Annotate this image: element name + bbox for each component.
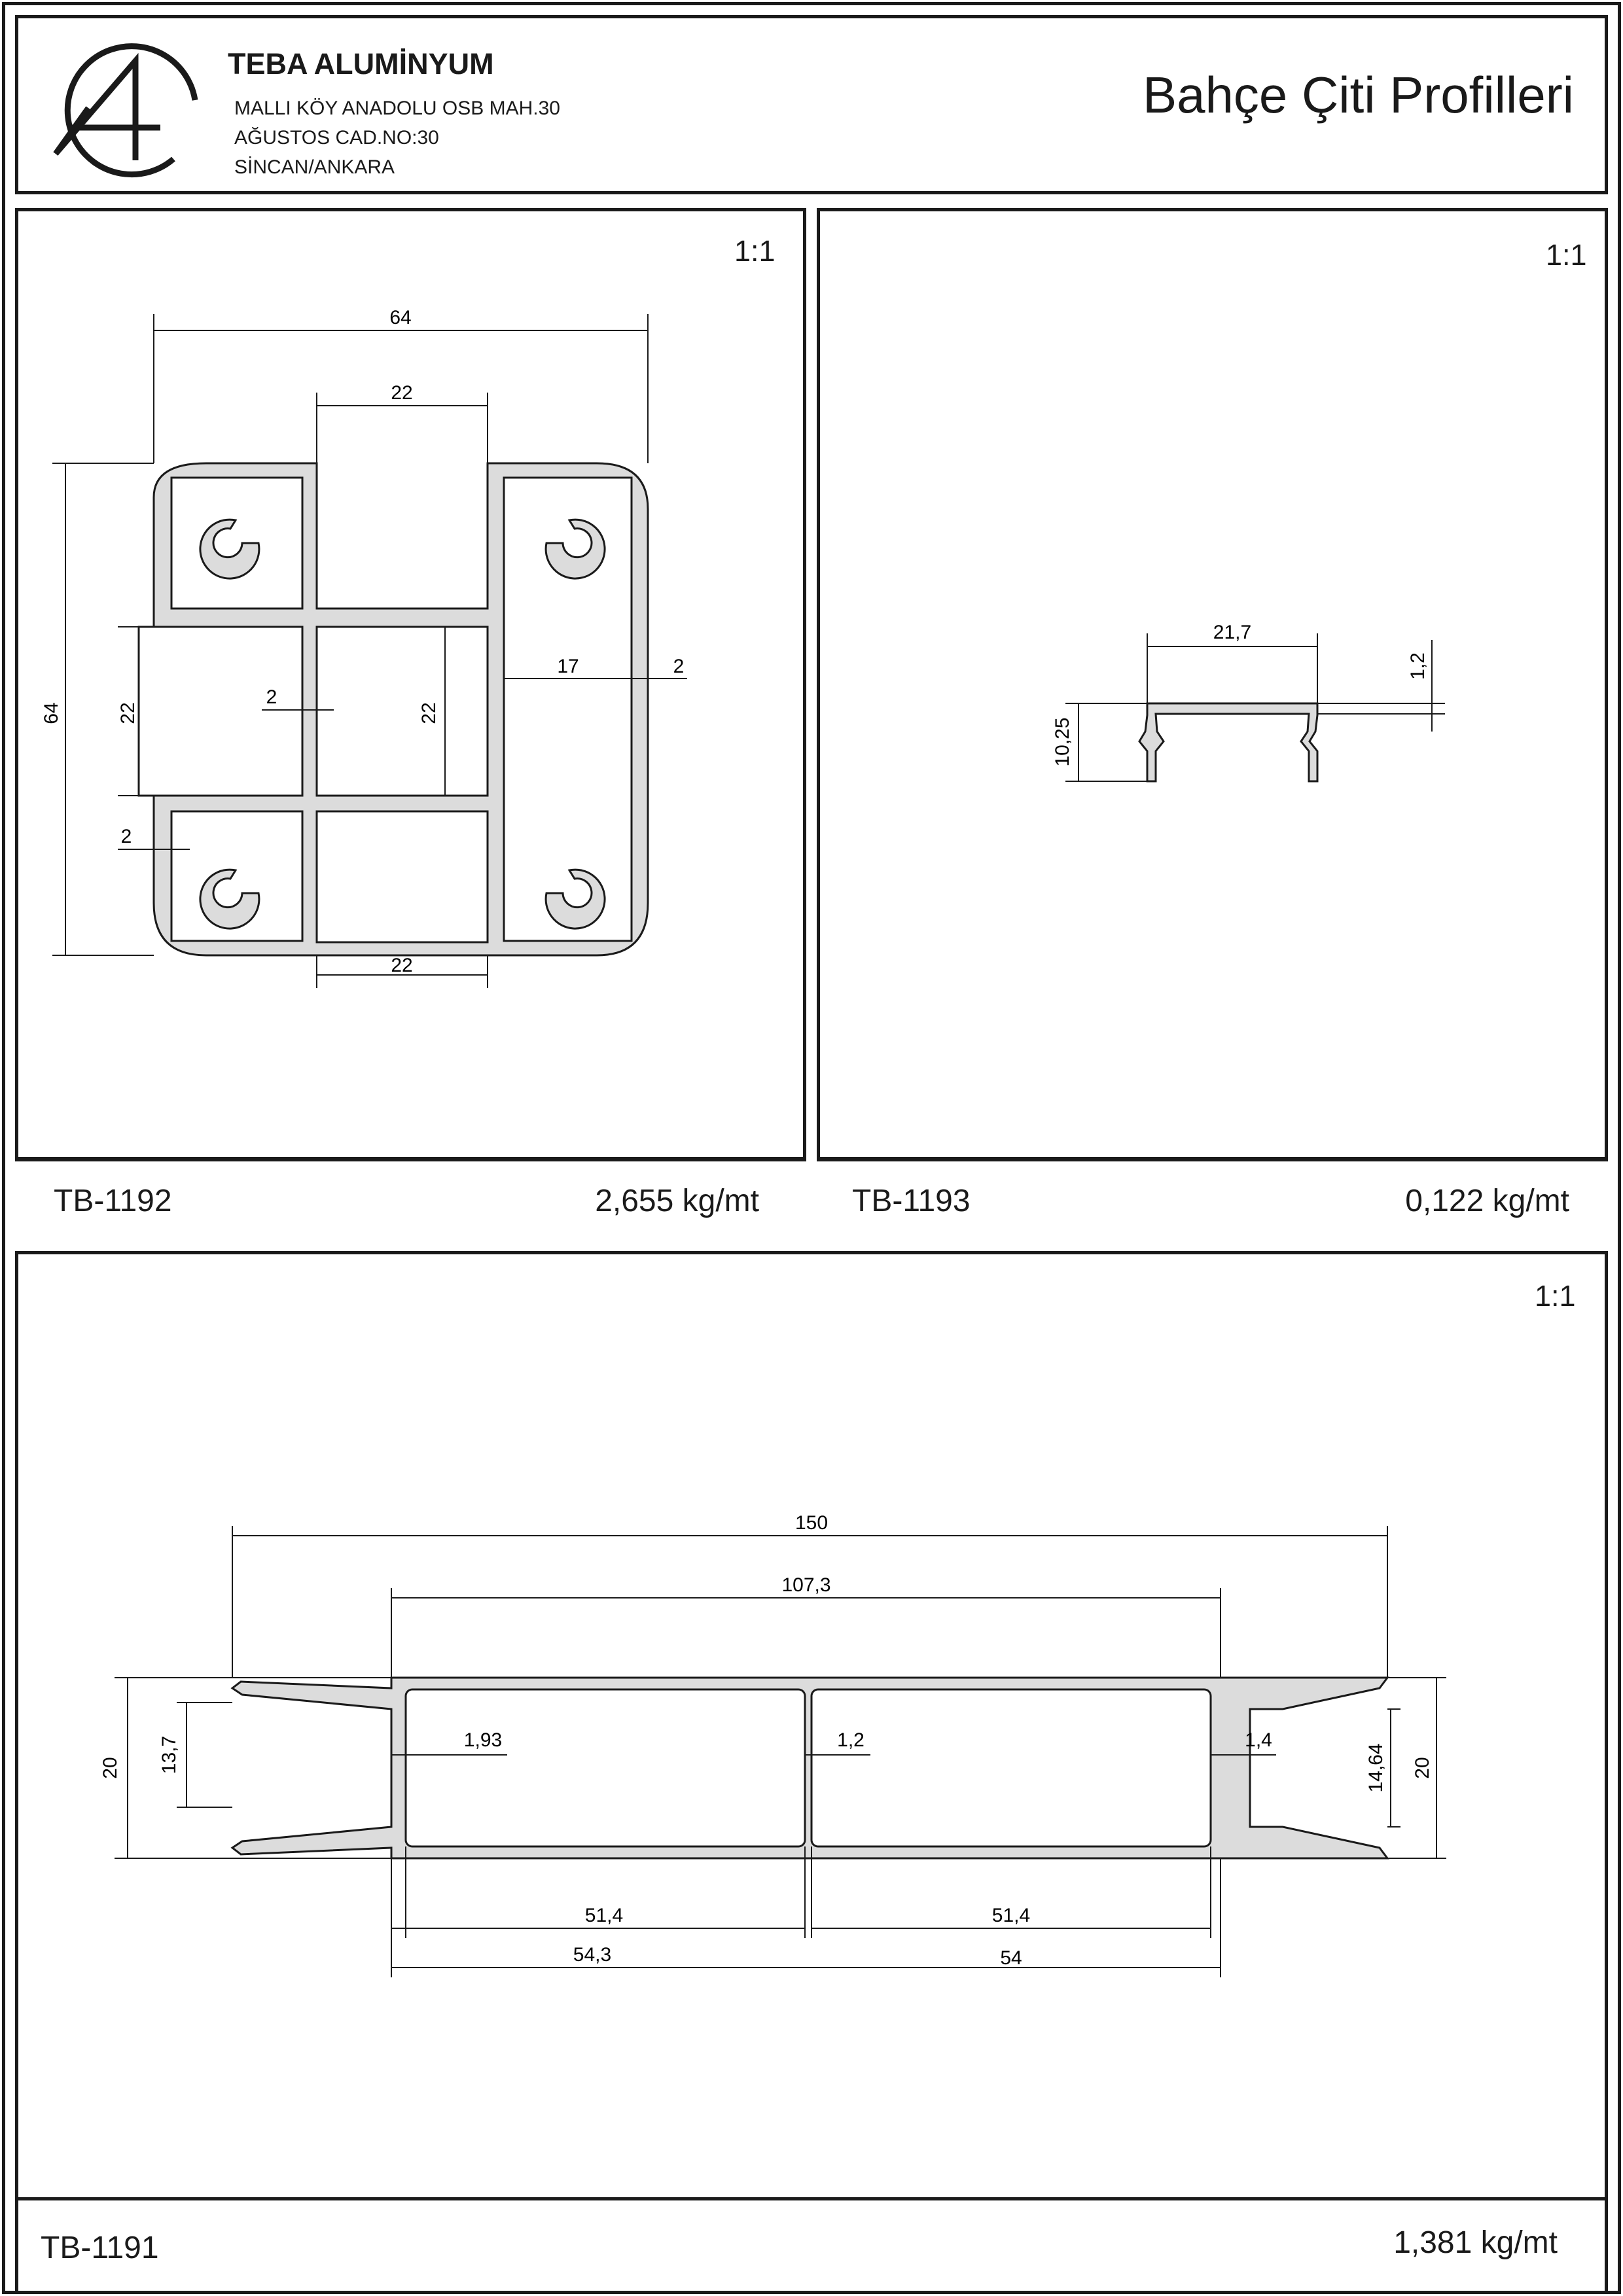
chamber-right [812,1689,1211,1846]
profile-weight: 2,655 kg/mt [595,1184,759,1218]
dim-tb1191-height-left: 20 [99,1757,121,1779]
dim-tb1192-wall-left: 2 [120,826,132,847]
dim-tb1192-channel: 17 [557,656,579,677]
dim-tb1191-outer-left: 54,3 [573,1944,612,1966]
profile-weight: 1,381 kg/mt [1393,2225,1558,2260]
profile-outline [1139,703,1317,781]
tb1193-drawing [817,208,1608,1157]
scale-label: 1:1 [1546,238,1587,272]
dim-tb1191-inner-left: 51,4 [584,1905,624,1926]
address-line-1: MALLI KÖY ANADOLU OSB MAH.30 [234,97,560,119]
tb1191-drawing [0,1251,1623,2197]
scale-label: 1:1 [1535,1279,1576,1313]
address-line-3: SİNCAN/ANKARA [234,156,395,178]
profile-code: TB-1192 [54,1184,172,1218]
page-title: Bahçe Çiti Profilleri [1143,66,1574,124]
profile-weight: 0,122 kg/mt [1405,1184,1569,1218]
cell-bottom [317,811,488,942]
dim-tb1192-top: 22 [391,382,413,404]
dim-tb1191-inner-right: 51,4 [991,1905,1031,1926]
dim-tb1191-height-right: 20 [1412,1757,1433,1779]
dim-tb1193-width: 21,7 [1213,622,1252,643]
cell-center [317,627,488,796]
profile-code: TB-1193 [852,1184,971,1218]
dim-tb1192-bottom: 22 [391,955,413,976]
address-line-2: AĞUSTOS CAD.NO:30 [234,127,439,149]
profile-code: TB-1191 [41,2231,159,2265]
dim-tb1192-width: 64 [389,307,412,328]
dim-tb1193-height: 10,25 [1052,717,1073,767]
company-name: TEBA ALUMİNYUM [228,47,494,80]
dim-tb1191-total: 150 [794,1512,829,1534]
dim-tb1191-gap-right: 14,64 [1365,1743,1387,1793]
dim-tb1191-outer-right: 54 [1000,1947,1022,1969]
chamber-left [406,1689,805,1846]
tb1192-drawing [0,0,812,1021]
dim-tb1191-body: 107,3 [781,1574,831,1596]
dim-tb1191-wall-right: 1,4 [1245,1729,1272,1751]
dim-tb1192-wall-right: 2 [673,656,685,677]
panel-tb1192-footer-divider [15,1157,806,1160]
dim-tb1192-wall-center: 2 [266,686,277,708]
dim-tb1191-wall-mid: 1,2 [837,1729,865,1751]
dim-tb1192-center: 22 [418,702,440,724]
cell-ml [139,627,302,796]
scale-label: 1:1 [734,234,776,268]
dim-tb1191-wall-left: 1,93 [463,1729,503,1751]
panel-tb1193-footer-divider [817,1157,1608,1160]
dim-tb1192-height: 64 [41,702,62,724]
panel-tb1191-footer-divider [15,2197,1608,2200]
dim-tb1192-left: 22 [117,702,139,724]
cell-right [504,478,632,941]
cell-tl [171,478,302,609]
dim-tb1191-gap-left: 13,7 [158,1735,180,1775]
dim-tb1193-thickness: 1,2 [1407,652,1429,680]
